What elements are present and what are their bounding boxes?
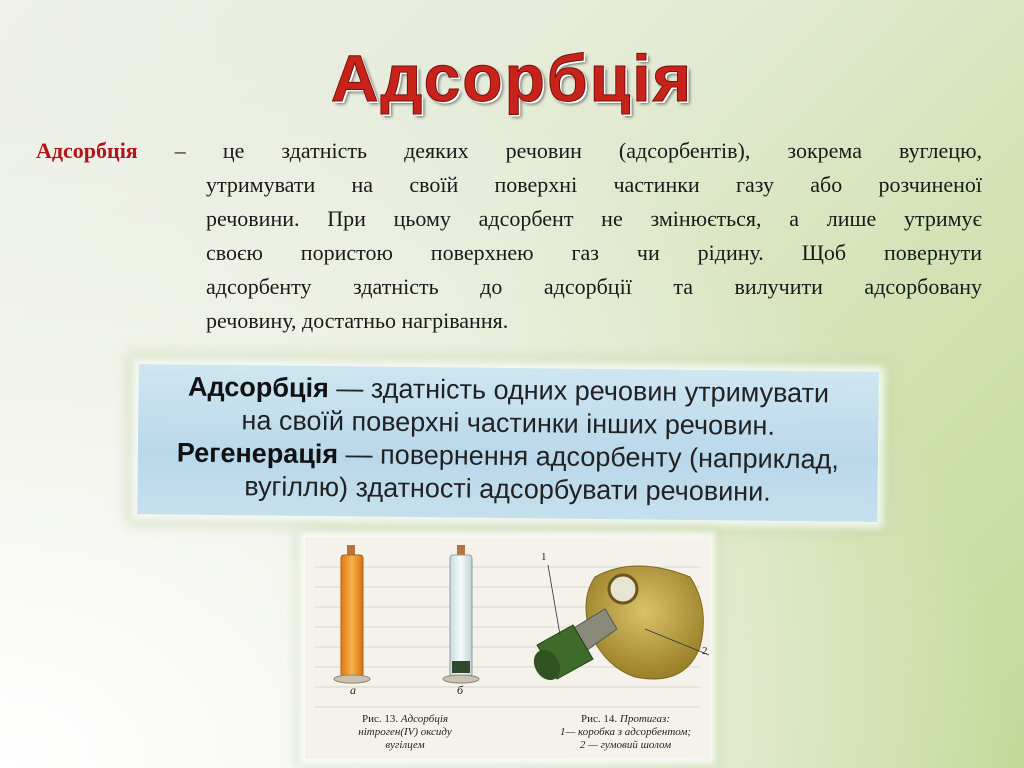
tube-a-icon (334, 545, 370, 683)
slide-title: Адсорбція (330, 41, 694, 115)
card-term-adsorption: Адсорбція (187, 371, 330, 404)
card-line-3: Регенерація — повернення адсорбенту (наприклад, (176, 437, 840, 475)
callout-1: 1 (541, 551, 547, 563)
callout-2: 2 (702, 645, 708, 657)
definition-line-2: утримувати на своїй поверхні частинки газу або розчиненої (206, 172, 982, 197)
definition-line-6: речовину, достатньо нагрівання. (206, 308, 509, 333)
caption-fig13: Рис. 13. Адсорбція нітроген(IV) оксиду вугілцем (358, 713, 452, 751)
textbook-figure (305, 537, 710, 759)
definition-line-3: речовини. При цьому адсорбент не змінюється, а лише утримує (206, 206, 982, 231)
card-term-regeneration: Регенерація (176, 437, 339, 470)
definition-card (137, 364, 879, 522)
caption-fig14: Рис. 14. Протигаз: 1— коробка з адсорбентом; 2 — гумовий шолом (559, 713, 692, 751)
gas-mask-icon (529, 566, 704, 685)
card-line-1: Адсорбція — здатність одних речовин утримувати (187, 371, 830, 409)
card-line-2: на своїй поверхні частинки інших речовин. (241, 405, 776, 441)
tube-b-icon (443, 545, 479, 683)
tube-b-label: б (457, 683, 464, 697)
definition-line-4: своєю пористою поверхнею газ чи рідину. Щоб повернути (206, 240, 982, 265)
definition-paragraph (36, 134, 982, 338)
tube-a-label: а (350, 683, 356, 697)
definition-term: Адсорбція (36, 138, 138, 163)
definition-line-5: адсорбенту здатність до адсорбції та вилучити адсорбовану (206, 274, 982, 299)
definition-line-1: Адсорбція – це здатність деяких речовин (адсорбентів), зокрема вуглецю, (36, 138, 982, 163)
card-line-4: вугіллю) здатності адсорбувати речовини. (244, 471, 771, 507)
